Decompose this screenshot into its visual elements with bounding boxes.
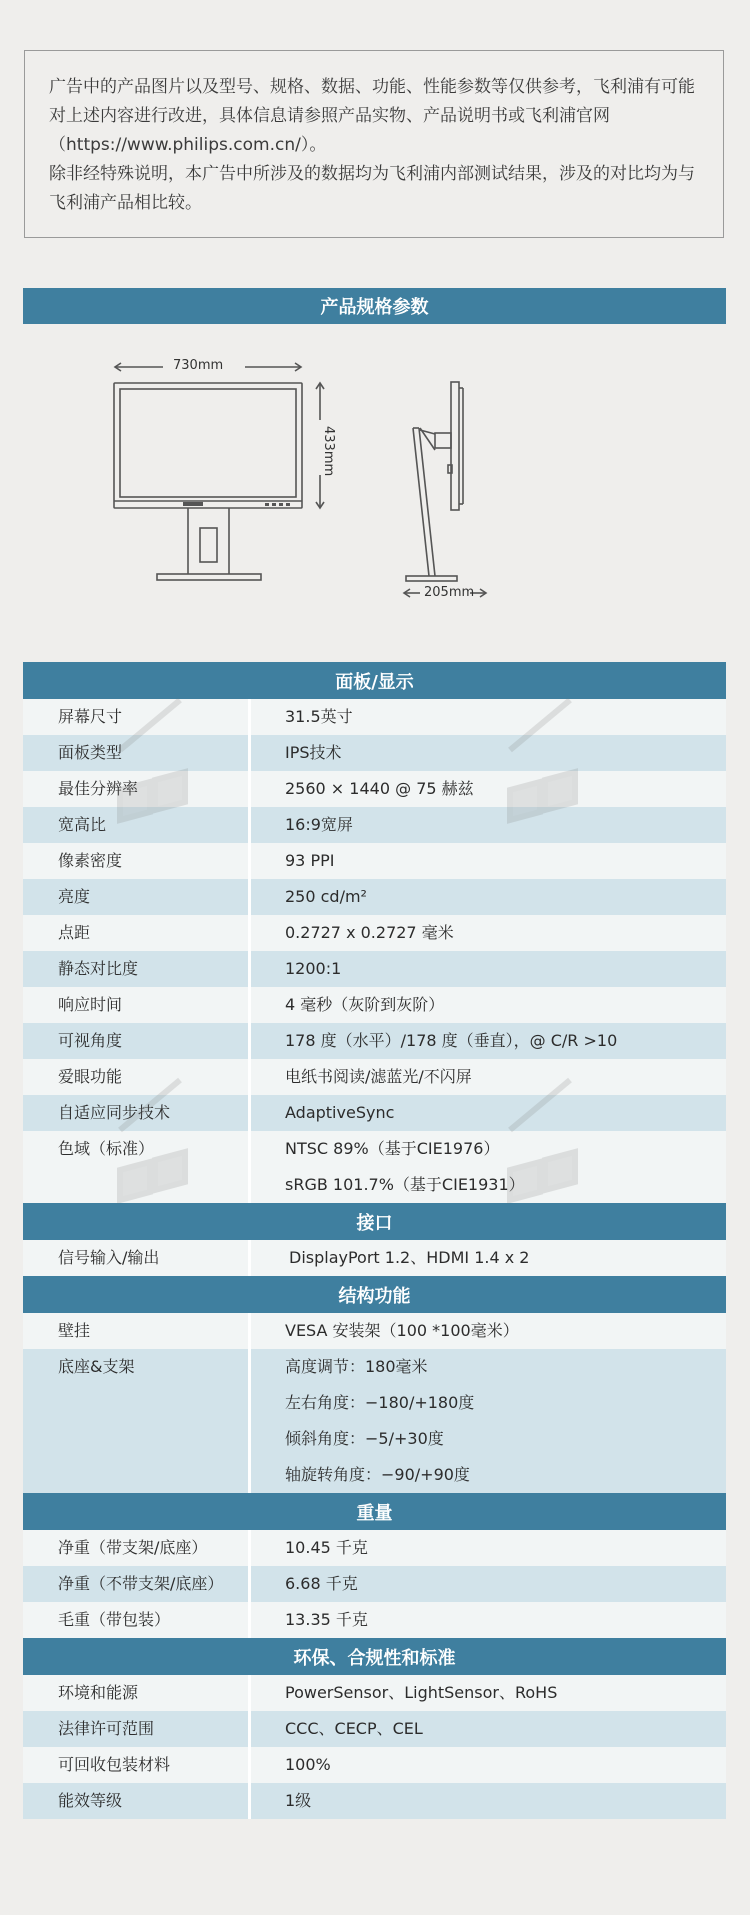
stand-height: 高度调节：180毫米 (285, 1357, 428, 1376)
table-row: 信号输入/输出 DisplayPort 1.2、HDMI 1.4 x 2 (23, 1240, 726, 1276)
table-row: 面板类型 IPS技术 (23, 735, 726, 771)
table-row: 环境和能源 PowerSensor、LightSensor、RoHS (23, 1675, 726, 1711)
stand-pivot: 轴旋转角度：−90/+90度 (285, 1465, 470, 1484)
disclaimer-text-1: 广告中的产品图片以及型号、规格、数据、功能、性能参数等仅供参考，飞利浦有可能对上述内容进行改进，具体信息请参照产品实物、产品说明书或飞利浦官网（https://www.philips.com.cn/）。 (49, 77, 695, 155)
table-row: 像素密度 93 PPI (23, 843, 726, 879)
spec-table (23, 662, 726, 1819)
stand-swivel: 左右角度：−180/+180度 (285, 1393, 475, 1412)
table-row: 净重（不带支架/底座） 6.68 千克 (23, 1566, 726, 1602)
table-row: 可回收包装材料 100% (23, 1747, 726, 1783)
width-dimension-label: 730mm (173, 358, 224, 373)
table-row: 宽高比 16:9宽屏 (23, 807, 726, 843)
spec-title: 产品规格参数 (320, 297, 429, 318)
table-row: 点距 0.2727 x 0.2727 毫米 (23, 915, 726, 951)
stand-tilt: 倾斜角度：−5/+30度 (285, 1429, 444, 1448)
section-header-io: 接口 (23, 1203, 726, 1240)
table-row: 能效等级 1级 (23, 1783, 726, 1819)
table-row: 最佳分辨率 2560 × 1440 @ 75 赫兹 (23, 771, 726, 807)
table-row: 法律许可范围 CCC、CECP、CEL (23, 1711, 726, 1747)
disclaimer-text-2: 除非经特殊说明，本广告中所涉及的数据均为飞利浦内部测试结果，涉及的对比均为与飞利浦产品相比较。 (49, 164, 695, 213)
section-header-weight: 重量 (23, 1493, 726, 1530)
gamut-ntsc: NTSC 89%（基于CIE1976） (285, 1139, 500, 1158)
disclaimer-box (24, 50, 724, 238)
height-dimension-label: 433mm (321, 426, 336, 477)
gamut-srgb: sRGB 101.7%（基于CIE1931） (285, 1175, 525, 1194)
table-row: 底座&支架 高度调节：180毫米 左右角度：−180/+180度 倾斜角度：−5/+30度 轴旋转角度：−90/+90度 (23, 1349, 726, 1493)
section-header-panel: 面板/显示 (23, 662, 726, 699)
table-row: 响应时间 4 毫秒（灰阶到灰阶） (23, 987, 726, 1023)
table-row: 自适应同步技术 AdaptiveSync (23, 1095, 726, 1131)
spec-title-bar (23, 288, 726, 324)
section-header-structure: 结构功能 (23, 1276, 726, 1313)
section-header-environment: 环保、合规性和标准 (23, 1638, 726, 1675)
table-row: 净重（带支架/底座） 10.45 千克 (23, 1530, 726, 1566)
dimension-diagram (23, 330, 726, 660)
table-row: 屏幕尺寸 31.5英寸 (23, 699, 726, 735)
table-row: 静态对比度 1200:1 (23, 951, 726, 987)
table-row: 色域（标准） NTSC 89%（基于CIE1976） sRGB 101.7%（基于CIE1931） (23, 1131, 726, 1203)
table-row: 可视角度 178 度（水平）/178 度（垂直），@ C/R >10 (23, 1023, 726, 1059)
table-row: 毛重（带包装） 13.35 千克 (23, 1602, 726, 1638)
table-row: 亮度 250 cd/m² (23, 879, 726, 915)
monitor-drawing (23, 330, 726, 660)
table-row: 爱眼功能 电纸书阅读/滤蓝光/不闪屏 (23, 1059, 726, 1095)
table-row: 壁挂 VESA 安装架（100 *100毫米） (23, 1313, 726, 1349)
depth-dimension-label: 205mm (424, 585, 475, 600)
